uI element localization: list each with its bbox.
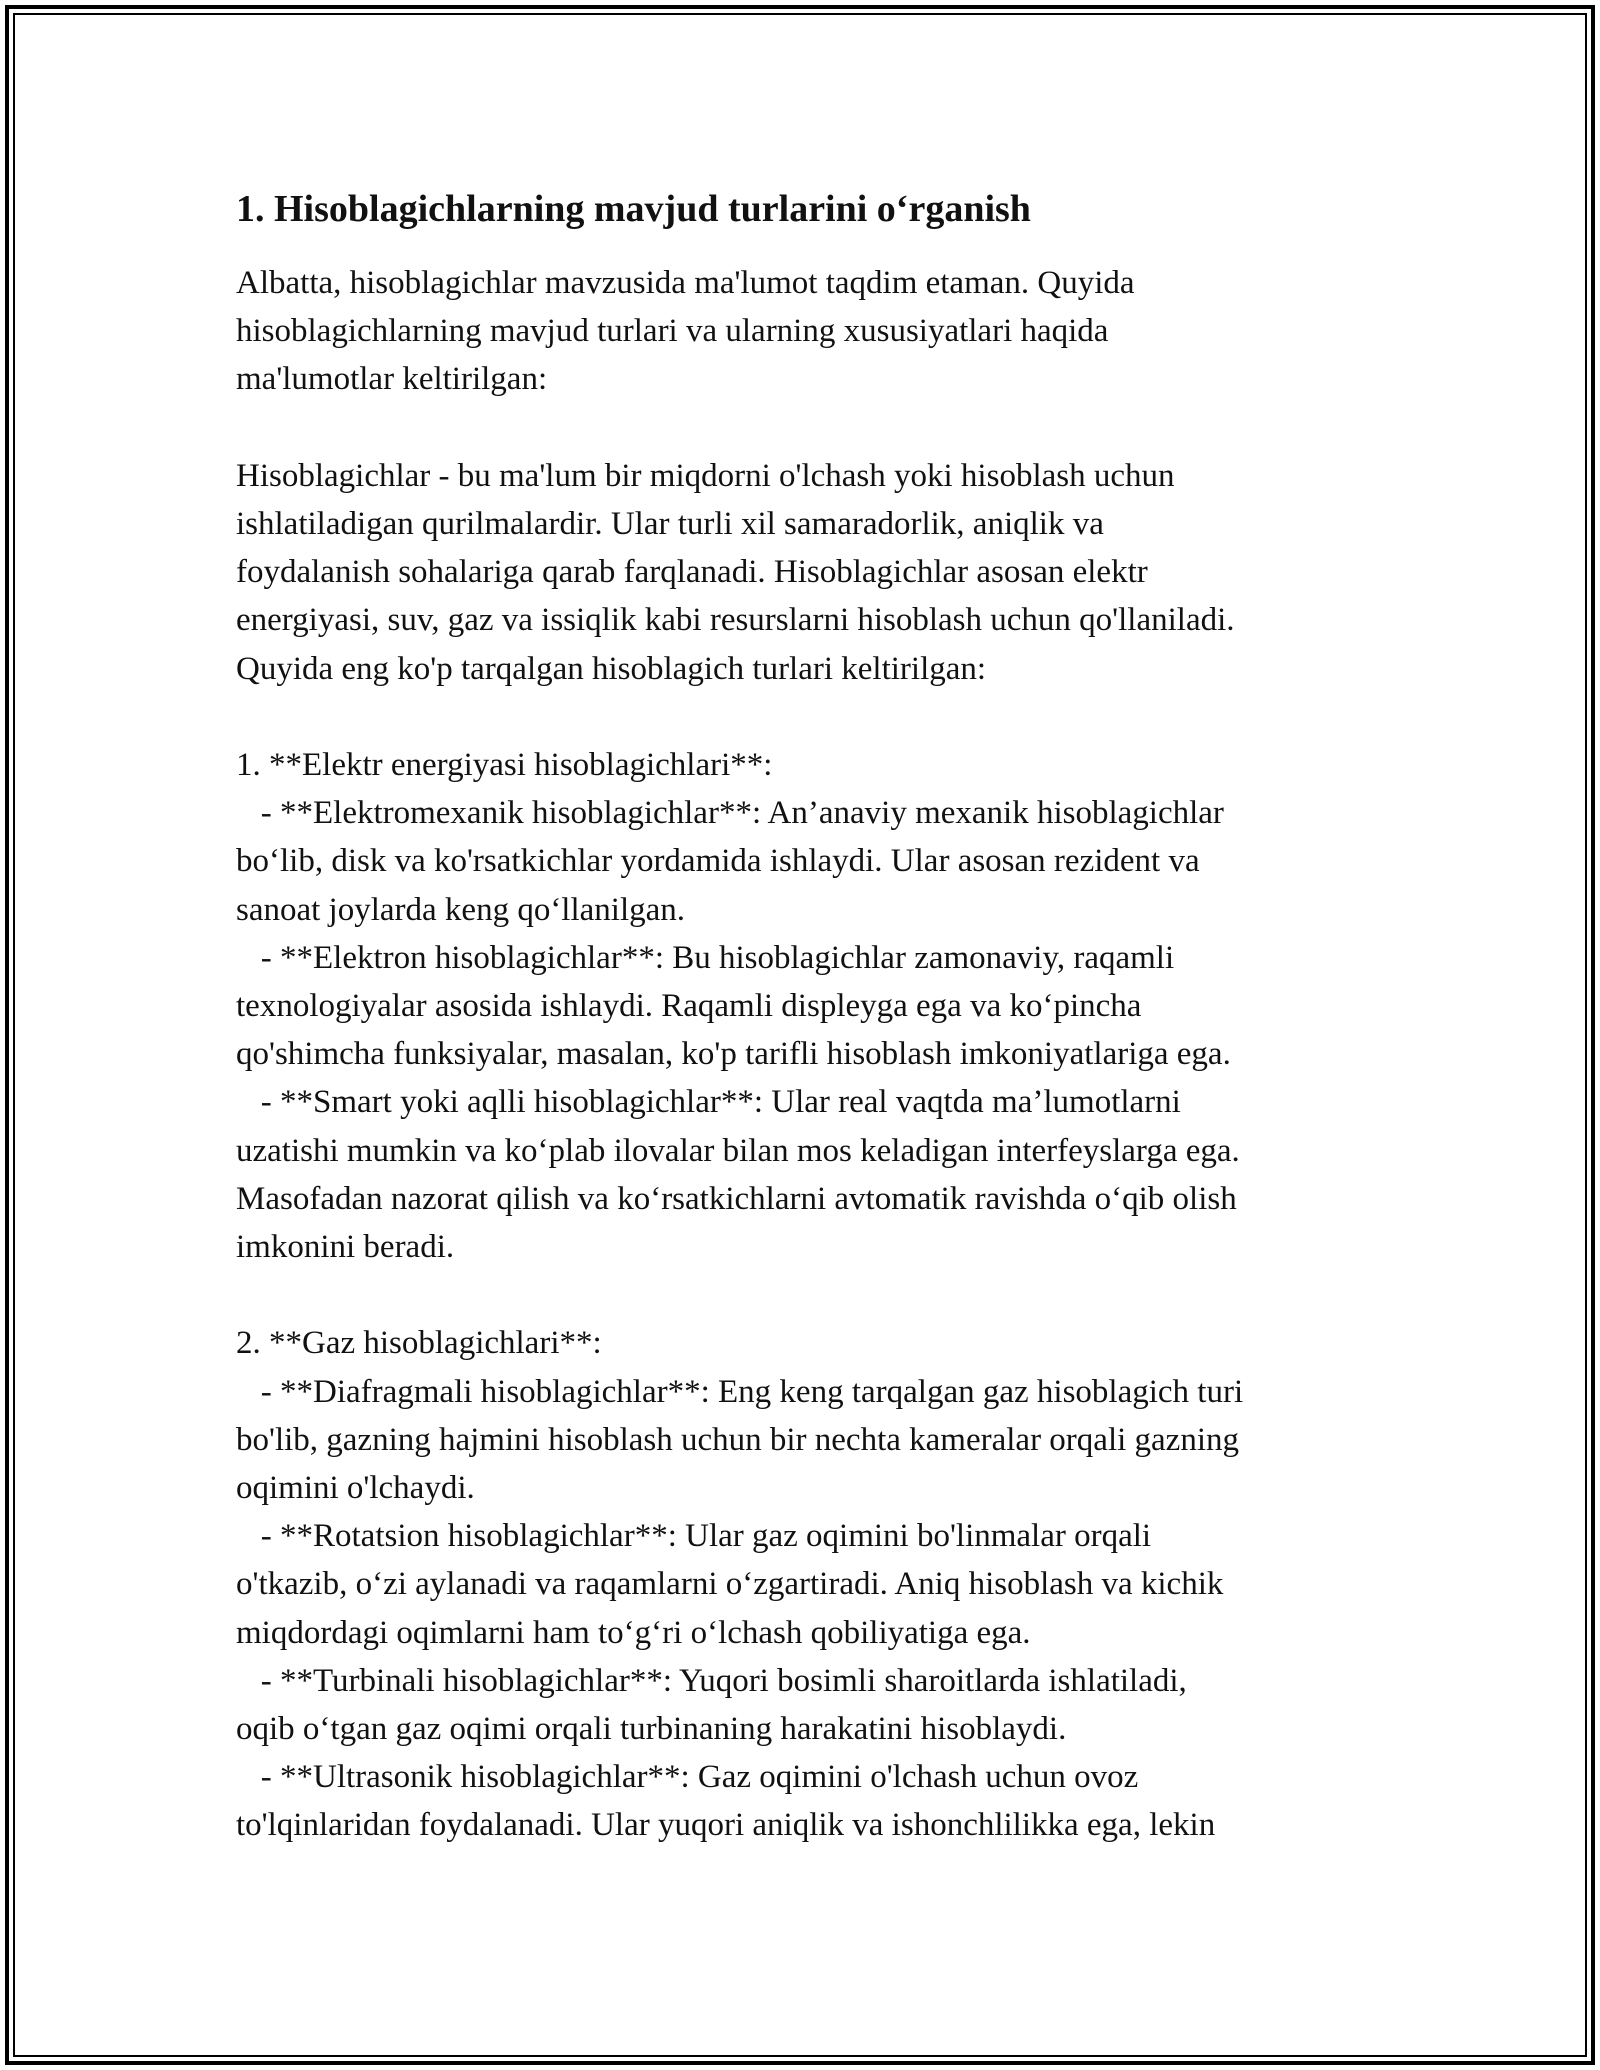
section-heading: 1. Hisoblagichlarning mavjud turlarini o‘rganish [236,188,1031,230]
intro-paragraph: Albatta, hisoblagichlar mavzusida ma'lumot taqdim etaman. Quyida hisoblagichlarning mavjud turlari va ularning xususiyatlari haqida ma'lumotlar keltirilgan: [236,265,1135,398]
list-item-turbine: - **Turbinali hisoblagichlar**: Yuqori bosimli sharoitlarda ishlatiladi, oqib o‘tgan gaz oqimi orqali turbinaning harakatini hisoblaydi. [236,1662,1187,1748]
list-item-electromechanical: - **Elektromexanik hisoblagichlar**: An’anaviy mexanik hisoblagichlar bo‘lib, disk va ko'rsatkichlar yordamida ishlaydi. Ular asosan rezident va sanoat joylarda keng qo‘llanilgan. [236,795,1224,928]
definition-paragraph: Hisoblagichlar - bu ma'lum bir miqdorni o'lchash yoki hisoblash uchun ishlatiladigan qurilmalardir. Ular turli xil samaradorlik, aniqlik va foydalanish sohalariga qarab farqlanadi. Hisoblagichlar asosan elektr energiyasi, suv, gaz va issiqlik kabi resurslarni hisoblash uchun qo'llaniladi. Quyida eng ko'p tarqalgan hisoblagich turlari keltirilgan: [236,457,1235,687]
list-item-diaphragm: - **Diafragmali hisoblagichlar**: Eng keng tarqalgan gaz hisoblagich turi bo'lib, gazning hajmini hisoblash uchun bir nechta kameralar orqali gazning oqimini o'lchaydi. [236,1373,1244,1507]
paragraph-spacer [236,693,1376,741]
list-item-ultrasonic: - **Ultrasonik hisoblagichlar**: Gaz oqimini o'lchash uchun ovoz to'lqinlaridan foydalanadi. Ular yuqori aniqlik va ishonchlilikka ega, lekin [236,1759,1216,1844]
paragraph-spacer [236,1271,1376,1319]
list-header-electric: 1. **Elektr energiyasi hisoblagichlari**: [236,747,773,783]
list-item-rotary: - **Rotatsion hisoblagichlar**: Ular gaz oqimini bo'linmalar orqali o'tkazib, o‘zi aylanadi va raqamlarni o‘zgartiradi. Aniq hisoblash va kichik miqdordagi oqimlarni ham to‘g‘ri o‘lchash qobiliyatiga ega. [236,1518,1224,1651]
list-header-gas: 2. **Gaz hisoblagichlari**: [236,1325,602,1362]
document-body [236,186,1376,1850]
list-item-electronic: - **Elektron hisoblagichlar**: Bu hisoblagichlar zamonaviy, raqamli texnologiyalar asosida ishlaydi. Raqamli displeyga ega va ko‘pincha qo'shimcha funksiyalar, masalan, ko'p tarifli hisoblash imkoniyatlariga ega. [236,939,1231,1073]
electric-meters-section [236,741,1376,1271]
gas-meters-section [236,1319,1376,1849]
list-item-smart: - **Smart yoki aqlli hisoblagichlar**: Ular real vaqtda ma’lumotlarni uzatishi mumkin va ko‘plab ilovalar bilan mos keladigan interfeyslarga ega. Masofadan nazorat qilish va ko‘rsatkichlarni avtomatik ravishda o‘qib olish imkonini beradi. [236,1084,1240,1266]
paragraph-spacer [236,404,1376,452]
